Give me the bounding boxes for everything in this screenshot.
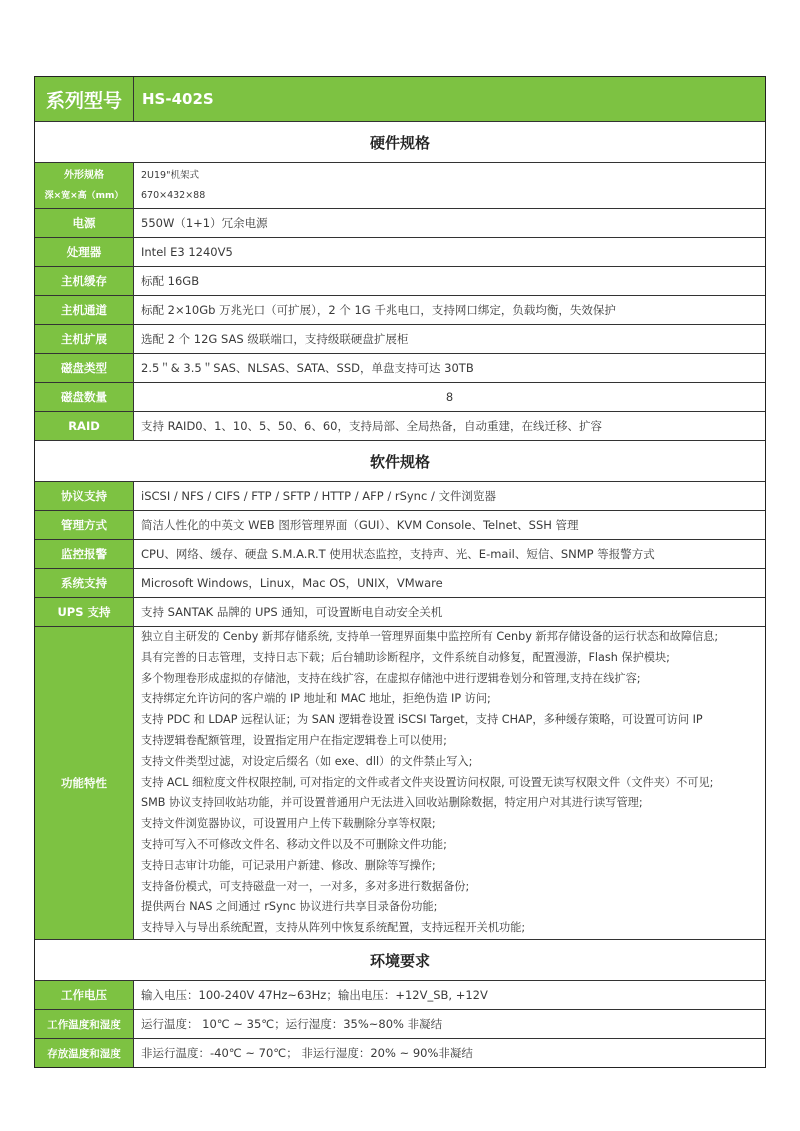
features-list — [134, 627, 765, 939]
row-management — [35, 511, 765, 540]
row-os — [35, 569, 765, 598]
row-ups — [35, 598, 765, 627]
feature-line: 支持可写入不可修改文件名、移动文件以及不可删除文件功能; — [141, 837, 447, 851]
raid-label: RAID — [35, 412, 134, 440]
row-channel — [35, 296, 765, 325]
voltage-label: 工作电压 — [35, 981, 134, 1009]
spec-table — [34, 76, 766, 1068]
feature-line: 独立自主研发的 Cenby 新邦存储系统, 支持单一管理界面集中监控所有 Cenby 新邦存储设备的运行状态和故障信息; — [141, 630, 719, 644]
feature-line: 支持导入与导出系统配置，支持从阵列中恢复系统配置，支持远程开关机功能; — [141, 921, 526, 935]
protocols-value: iSCSI / NFS / CIFS / FTP / SFTP / HTTP / AFP / rSync / 文件浏览器 — [141, 489, 496, 503]
row-features — [35, 627, 765, 940]
feature-line: 支持日志审计功能，可记录用户新建、修改、删除等写操作; — [141, 858, 436, 872]
section-hardware: 硬件规格 — [35, 122, 765, 163]
storage-env-value: 非运行温度：-40℃ ~ 70℃； 非运行湿度：20% ~ 90%非凝结 — [141, 1046, 473, 1060]
raid-value: 支持 RAID0、1、10、5、50、6、60，支持局部、全局热备，自动重建，在线迁移、扩容 — [141, 419, 602, 433]
row-storage-env — [35, 1039, 765, 1067]
dimensions-value — [134, 163, 765, 208]
features-label: 功能特性 — [35, 627, 134, 939]
cpu-value: Intel E3 1240V5 — [141, 245, 233, 259]
row-cache — [35, 267, 765, 296]
row-disk-type — [35, 354, 765, 383]
row-monitoring — [35, 540, 765, 569]
feature-line: 支持 PDC 和 LDAP 远程认证；为 SAN 逻辑卷设置 iSCSI Target，支持 CHAP，多种缓存策略，可设置可访问 IP — [141, 713, 703, 727]
feature-line: SMB 协议支持回收站功能，并可设置普通用户无法进入回收站删除数据，特定用户对其进行读写管理; — [141, 796, 643, 810]
protocols-label: 协议支持 — [35, 482, 134, 510]
feature-line: 具有完善的日志管理，支持日志下载；后台辅助诊断程序，文件系统自动修复，配置漫游，Flash 保护模块; — [141, 650, 670, 664]
os-value: Microsoft Windows，Linux，Mac OS，UNIX，VMware — [141, 576, 443, 590]
operating-env-value: 运行温度： 10℃ ~ 35℃；运行湿度：35%~80% 非凝结 — [141, 1017, 443, 1031]
management-label: 管理方式 — [35, 511, 134, 539]
row-cpu — [35, 238, 765, 267]
feature-line: 多个物理卷形成虚拟的存储池，支持在线扩容，在虚拟存储池中进行逻辑卷划分和管理,支持在线扩容; — [141, 671, 641, 685]
dimensions-label-line1: 外形规格 — [64, 169, 104, 181]
dimensions-label-line2: 深×宽×高（mm） — [44, 190, 124, 201]
cpu-label: 处理器 — [35, 238, 134, 266]
management-value: 简洁人性化的中英文 WEB 图形管理界面（GUI）、KVM Console、Telnet、SSH 管理 — [141, 518, 579, 532]
row-dimensions — [35, 163, 765, 209]
series-label: 系列型号 — [35, 77, 134, 121]
row-raid — [35, 412, 765, 441]
disk-type-value: 2.5＂& 3.5＂SAS、NLSAS、SATA、SSD，单盘支持可达 30TB — [141, 361, 474, 375]
power-label: 电源 — [35, 209, 134, 237]
disk-type-label: 磁盘类型 — [35, 354, 134, 382]
row-protocols — [35, 482, 765, 511]
row-expansion — [35, 325, 765, 354]
expansion-value: 选配 2 个 12G SAS 级联端口，支持级联硬盘扩展柜 — [141, 332, 409, 346]
feature-line: 支持备份模式，可支持磁盘一对一，一对多，多对多进行数据备份; — [141, 879, 470, 893]
header-row — [35, 77, 765, 122]
feature-line: 支持文件类型过滤，对设定后缀名（如 exe、dll）的文件禁止写入; — [141, 754, 473, 768]
row-operating-env — [35, 1010, 765, 1039]
row-disk-count — [35, 383, 765, 412]
channel-value: 标配 2×10Gb 万兆光口（可扩展），2 个 1G 千兆电口，支持网口绑定，负载均衡，失效保护 — [141, 303, 616, 317]
feature-line: 提供两台 NAS 之间通过 rSync 协议进行共享目录备份功能; — [141, 900, 438, 914]
channel-label: 主机通道 — [35, 296, 134, 324]
expansion-label: 主机扩展 — [35, 325, 134, 353]
feature-line: 支持 ACL 细粒度文件权限控制, 可对指定的文件或者文件夹设置访问权限, 可设置无读写权限文件（文件夹）不可见; — [141, 775, 714, 789]
row-power — [35, 209, 765, 238]
operating-env-label: 工作温度和湿度 — [35, 1010, 134, 1038]
monitoring-value: CPU、网络、缓存、硬盘 S.M.A.R.T 使用状态监控，支持声、光、E-mail、短信、SNMP 等报警方式 — [141, 547, 655, 561]
monitoring-label: 监控报警 — [35, 540, 134, 568]
row-voltage — [35, 981, 765, 1010]
storage-env-label: 存放温度和湿度 — [35, 1039, 134, 1067]
section-software: 软件规格 — [35, 441, 765, 482]
dimensions-value-line1: 2U19"机架式 — [141, 169, 199, 181]
dimensions-value-line2: 670×432×88 — [141, 189, 206, 201]
model-name: HS-402S — [134, 77, 765, 121]
cache-label: 主机缓存 — [35, 267, 134, 295]
power-value: 550W（1+1）冗余电源 — [141, 216, 268, 230]
dimensions-label — [35, 163, 134, 208]
feature-line: 支持逻辑卷配额管理，设置指定用户在指定逻辑卷上可以使用; — [141, 734, 447, 747]
ups-label: UPS 支持 — [35, 598, 134, 626]
os-label: 系统支持 — [35, 569, 134, 597]
feature-line: 支持文件浏览器协议，可设置用户上传下载删除分享等权限; — [141, 817, 436, 831]
ups-value: 支持 SANTAK 品牌的 UPS 通知，可设置断电自动安全关机 — [141, 605, 443, 619]
disk-count-value: 8 — [445, 390, 454, 404]
disk-count-label: 磁盘数量 — [35, 383, 134, 411]
cache-value: 标配 16GB — [141, 274, 200, 288]
voltage-value: 输入电压：100-240V 47Hz~63Hz；输出电压：+12V_SB, +12V — [141, 988, 488, 1002]
feature-line: 支持绑定允许访问的客户端的 IP 地址和 MAC 地址，拒绝伪造 IP 访问; — [141, 692, 491, 706]
section-environment: 环境要求 — [35, 940, 765, 981]
